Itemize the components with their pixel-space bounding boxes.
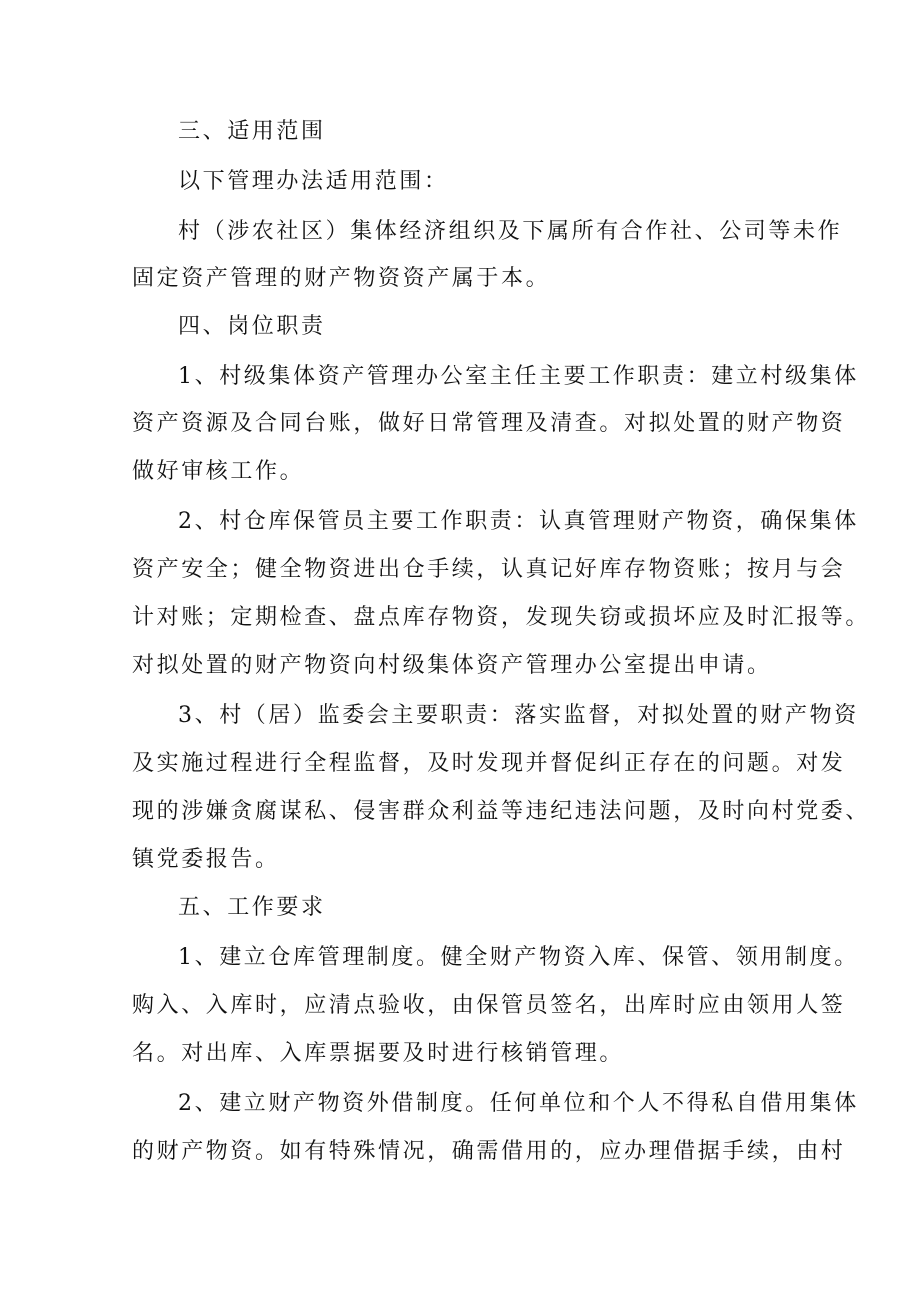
paragraph-line: 村（涉农社区）集体经济组织及下属所有合作社、公司等未作 — [178, 219, 843, 244]
paragraph-line: 的财产物资。如有特殊情况，确需借用的，应办理借据手续，由村 — [132, 1139, 846, 1164]
paragraph-line: 2、建立财产物资外借制度。任何单位和个人不得私自借用集体 — [178, 1091, 859, 1116]
paragraph-line: 3、村（居）监委会主要职责：落实监督，对拟处置的财产物资 — [178, 703, 859, 728]
paragraph-line: 名。对出库、入库票据要及时进行核销管理。 — [132, 1041, 625, 1066]
paragraph-line: 对拟处置的财产物资向村级集体资产管理办公室提出申请。 — [132, 653, 772, 678]
paragraph-line: 及实施过程进行全程监督，及时发现并督促纠正存在的问题。对发 — [132, 751, 846, 776]
paragraph-line: 1、建立仓库管理制度。健全财产物资入库、保管、领用制度。 — [178, 945, 859, 970]
paragraph-line: 做好审核工作。 — [132, 459, 305, 484]
paragraph-line: 计对账；定期检查、盘点库存物资，发现失窃或损坏应及时汇报等。 — [132, 605, 871, 630]
section-heading-duties: 四、岗位职责 — [178, 314, 326, 339]
paragraph-line: 资产安全；健全物资进出仓手续，认真记好库存物资账；按月与会 — [132, 557, 846, 582]
section-heading-requirements: 五、工作要求 — [178, 895, 326, 920]
paragraph-line: 购入、入库时，应清点验收，由保管员签名，出库时应由领用人签 — [132, 993, 846, 1018]
paragraph-line: 以下管理办法适用范围： — [178, 169, 449, 194]
paragraph-line: 2、村仓库保管员主要工作职责：认真管理财产物资，确保集体 — [178, 509, 859, 534]
section-heading-scope: 三、适用范围 — [178, 119, 326, 144]
paragraph-line: 现的涉嫌贪腐谋私、侵害群众利益等违纪违法问题，及时向村党委、 — [132, 799, 871, 824]
paragraph-line: 资产资源及合同台账，做好日常管理及清查。对拟处置的财产物资 — [132, 411, 846, 436]
paragraph-line: 1、村级集体资产管理办公室主任主要工作职责：建立村级集体 — [178, 364, 859, 389]
paragraph-line: 镇党委报告。 — [132, 847, 280, 872]
paragraph-line: 固定资产管理的财产物资资产属于本。 — [132, 266, 551, 291]
